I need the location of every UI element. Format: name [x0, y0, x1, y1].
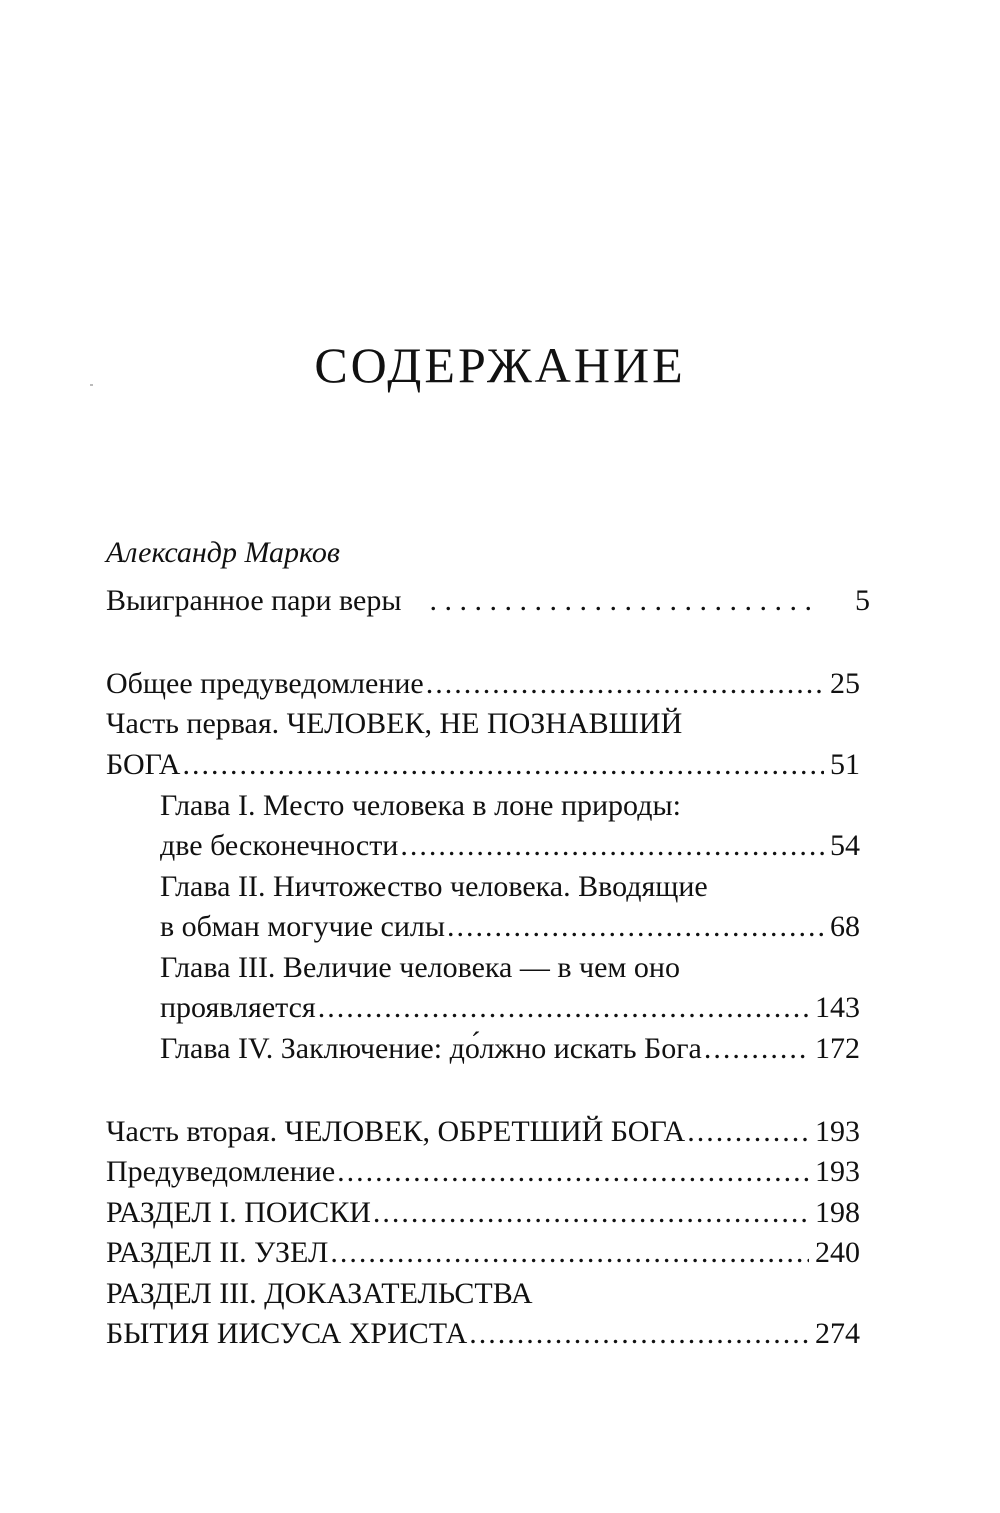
toc-entry[interactable]: [106, 1112, 860, 1152]
toc-entry-page: 5: [855, 584, 870, 617]
dot-leader: [426, 664, 824, 704]
dot-leader: [447, 907, 824, 947]
toc-subentry-title-line1[interactable]: Глава I. Место человека в лоне природы:: [160, 789, 681, 822]
toc-subentry-title-line2: в обман могучие силы: [160, 910, 446, 943]
toc-entry-title-line1[interactable]: РАЗДЕЛ III. ДОКАЗАТЕЛЬСТВА: [106, 1277, 533, 1310]
toc-subentry[interactable]: [160, 988, 860, 1028]
toc-subentry[interactable]: [160, 907, 860, 947]
toc-entry-title-line2: БОГА: [106, 748, 181, 781]
toc-entry[interactable]: [106, 1314, 860, 1354]
toc-entry[interactable]: [106, 664, 860, 704]
dot-leader: [373, 1193, 809, 1233]
toc-entry[interactable]: [106, 1152, 860, 1192]
dot-leader: [430, 581, 811, 621]
toc-subentry-title-line1[interactable]: Глава III. Величие человека — в чем оно: [160, 951, 680, 984]
toc-entry-title: Общее предуведомление: [106, 667, 424, 700]
toc-subentry-page: 143: [815, 991, 860, 1024]
page-title: СОДЕРЖАНИЕ: [314, 337, 686, 393]
toc-subentry-title: Глава IV. Заключение: до́лжно искать Бога: [160, 1032, 702, 1065]
toc-entry-page: 193: [815, 1115, 860, 1148]
dot-leader: [318, 988, 809, 1028]
toc-entry-intro[interactable]: [106, 581, 870, 621]
dot-leader: [400, 826, 824, 866]
toc-subentry-title-line2: две бесконечности: [160, 829, 399, 862]
toc-subentry-title-line1[interactable]: Глава II. Ничтожество человека. Вводящие: [160, 870, 708, 903]
toc-entry-page: 51: [830, 748, 860, 781]
toc-subentry-title-line2: проявляется: [160, 991, 316, 1024]
dot-leader: [687, 1112, 809, 1152]
dot-leader: [330, 1233, 809, 1273]
toc-entry[interactable]: [106, 1233, 860, 1273]
dot-leader: [182, 745, 824, 785]
toc-entry-page: 198: [815, 1196, 860, 1229]
toc-subentry[interactable]: [160, 1029, 860, 1069]
toc-subentry-page: 54: [830, 829, 860, 862]
intro-author: Александр Марков: [106, 536, 340, 569]
toc-subentry[interactable]: [160, 826, 860, 866]
toc-entry-title: РАЗДЕЛ II. УЗЕЛ: [106, 1236, 329, 1269]
toc-entry-title: Выигранное пари веры: [106, 584, 402, 617]
toc-subentry-page: 68: [830, 910, 860, 943]
toc-entry-title: Предуведомление: [106, 1155, 336, 1188]
toc-entry-page: 274: [815, 1317, 860, 1350]
toc-entry-page: 240: [815, 1236, 860, 1269]
dot-leader: [337, 1152, 809, 1192]
toc-subentry-page: 172: [815, 1032, 860, 1065]
toc-entry[interactable]: [106, 745, 860, 785]
dot-leader: [704, 1029, 809, 1069]
dot-leader: [469, 1314, 809, 1354]
toc-entry[interactable]: [106, 1193, 860, 1233]
toc-entry-title: Часть вторая. ЧЕЛОВЕК, ОБРЕТШИЙ БОГА: [106, 1115, 686, 1148]
toc-entry-page: 193: [815, 1155, 860, 1188]
toc-entry-title-line2: БЫТИЯ ИИСУСА ХРИСТА: [106, 1317, 468, 1350]
toc-entry-title: РАЗДЕЛ I. ПОИСКИ: [106, 1196, 371, 1229]
toc-entry-title-line1[interactable]: Часть первая. ЧЕЛОВЕК, НЕ ПОЗНАВШИЙ: [106, 707, 683, 740]
toc-entry-page: 25: [830, 667, 860, 700]
